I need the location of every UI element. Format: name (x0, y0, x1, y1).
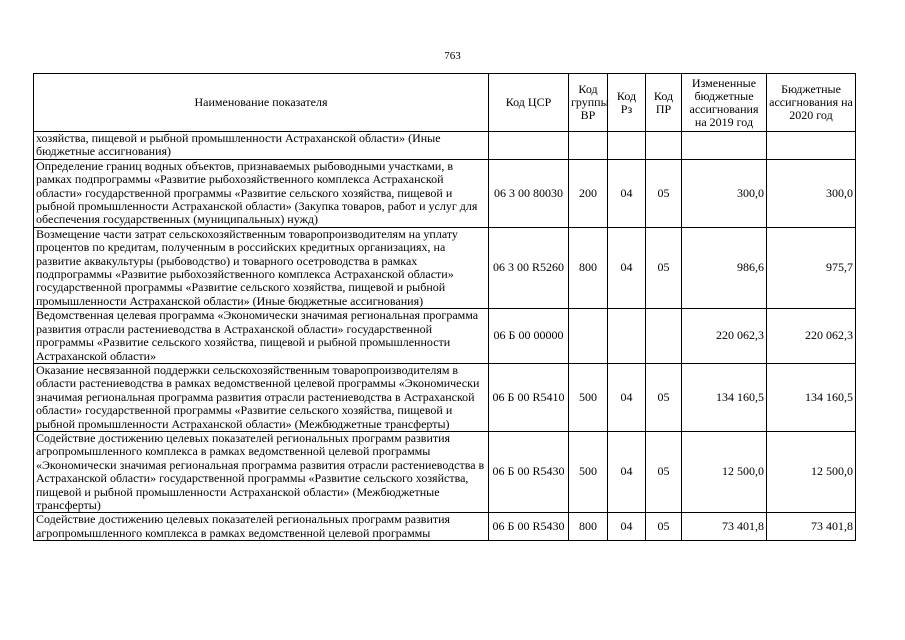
row-pr (646, 132, 682, 160)
row-2020: 134 160,5 (767, 363, 856, 431)
row-2019: 300,0 (682, 159, 767, 227)
row-vr (569, 132, 608, 160)
table-row (34, 513, 856, 541)
table-body (34, 132, 856, 541)
header-pr: Код ПР (646, 74, 682, 132)
table-row (34, 227, 856, 308)
page-number: 763 (444, 50, 461, 62)
row-vr: 800 (569, 227, 608, 308)
row-pr (646, 309, 682, 364)
table-row (34, 159, 856, 227)
row-name: Содействие достижению целевых показателей региональных программ развития агропромышленного комплекса в рамках ведомственной целевой программы «Экономически значимая региональная программа развития отрасли растениеводства в Астраханской области» государственной программы «Развитие сельского хозяйства, пищевой и рыбной промышленности Астраханской области» (Межбюджетные трансферты) (34, 431, 489, 512)
row-name: Содействие достижению целевых показателей региональных программ развития агропромышленного комплекса в рамках ведомственной целевой программы (34, 513, 489, 541)
row-2019 (682, 132, 767, 160)
table-row (34, 431, 856, 512)
row-pr: 05 (646, 431, 682, 512)
row-rz: 04 (608, 363, 646, 431)
header-rz: Код Рз (608, 74, 646, 132)
row-vr: 500 (569, 363, 608, 431)
row-vr: 500 (569, 431, 608, 512)
row-pr: 05 (646, 363, 682, 431)
budget-table (33, 73, 856, 541)
row-2019: 134 160,5 (682, 363, 767, 431)
row-rz: 04 (608, 227, 646, 308)
row-2020 (767, 132, 856, 160)
header-2019: Измененные бюджетные ассигнования на 2019 год (682, 74, 767, 132)
row-csr: 06 3 00 80030 (489, 159, 569, 227)
row-pr: 05 (646, 227, 682, 308)
header-name: Наименование показателя (34, 74, 489, 132)
row-rz (608, 309, 646, 364)
row-csr: 06 Б 00 R5430 (489, 431, 569, 512)
table-header (34, 74, 856, 132)
row-rz: 04 (608, 513, 646, 541)
row-rz: 04 (608, 159, 646, 227)
row-2020: 73 401,8 (767, 513, 856, 541)
row-rz: 04 (608, 431, 646, 512)
row-2020: 12 500,0 (767, 431, 856, 512)
row-rz (608, 132, 646, 160)
header-csr: Код ЦСР (489, 74, 569, 132)
row-2020: 300,0 (767, 159, 856, 227)
row-name: Возмещение части затрат сельскохозяйственным товаропроизводителям на уплату процентов по кредитам, полученным в российских кредитных организациях, на развитие аквакультуры (рыбоводство) и товарного осетроводства в рамках подпрограммы «Развитие рыбохозяйственного комплекса Астраханской области» государственной программы «Развитие сельского хозяйства, пищевой и рыбной промышленности Астраханской области» (Иные бюджетные ассигнования) (34, 227, 489, 308)
row-name: Определение границ водных объектов, признаваемых рыбоводными участками, в рамках подпрограммы «Развитие рыбохозяйственного комплекса Астраханской области» государственной программы «Развитие сельского хозяйства, пищевой и рыбной промышленности Астраханской области» (Закупка товаров, работ и услуг для обеспечения государственных (муниципальных) нужд) (34, 159, 489, 227)
row-2020: 220 062,3 (767, 309, 856, 364)
table-row (34, 363, 856, 431)
row-csr: 06 3 00 R5260 (489, 227, 569, 308)
header-vr: Код группы ВР (569, 74, 608, 132)
row-name: Оказание несвязанной поддержки сельскохозяйственным товаропроизводителям в области растениеводства в рамках ведомственной целевой программы «Экономически значимая региональная программа развития отрасли растениеводства в Астраханской области» государственной программы «Развитие сельского хозяйства, пищевой и рыбной промышленности Астраханской области» (Межбюджетные трансферты) (34, 363, 489, 431)
row-2019: 986,6 (682, 227, 767, 308)
row-vr: 200 (569, 159, 608, 227)
header-2020: Бюджетные ассигнования на 2020 год (767, 74, 856, 132)
row-csr: 06 Б 00 R5410 (489, 363, 569, 431)
table-row (34, 309, 856, 364)
row-csr (489, 132, 569, 160)
row-2019: 220 062,3 (682, 309, 767, 364)
row-name: Ведомственная целевая программа «Экономически значимая региональная программа развития отрасли растениеводства в Астраханской области» государственной программы «Развитие сельского хозяйства, пищевой и рыбной промышленности Астраханской области» (34, 309, 489, 364)
row-vr (569, 309, 608, 364)
row-name: хозяйства, пищевой и рыбной промышленности Астраханской области» (Иные бюджетные ассигнования) (34, 132, 489, 160)
row-pr: 05 (646, 513, 682, 541)
row-2019: 73 401,8 (682, 513, 767, 541)
row-csr: 06 Б 00 R5430 (489, 513, 569, 541)
table-row (34, 132, 856, 160)
row-2019: 12 500,0 (682, 431, 767, 512)
row-pr: 05 (646, 159, 682, 227)
row-2020: 975,7 (767, 227, 856, 308)
row-csr: 06 Б 00 00000 (489, 309, 569, 364)
row-vr: 800 (569, 513, 608, 541)
